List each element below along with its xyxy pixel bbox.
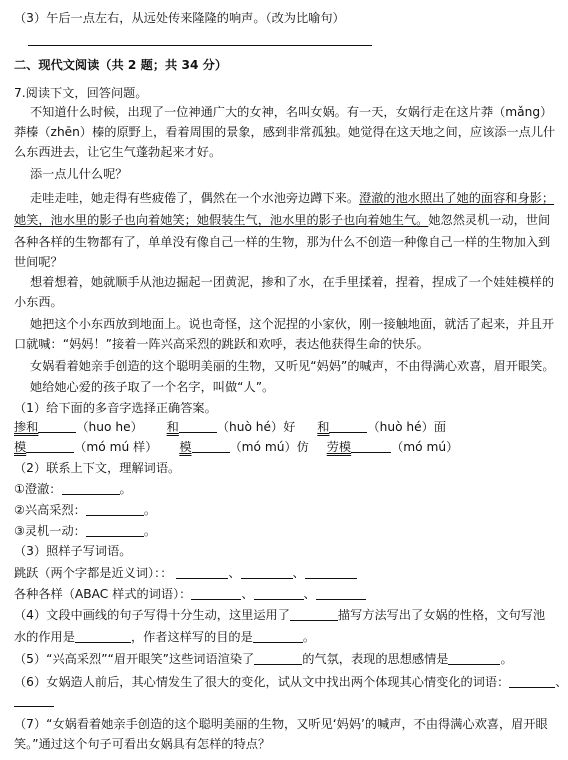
word-item (14, 502, 560, 518)
passage-line: 想着想着，她就顺手从池边掘起一团黄泥，掺和了水，在手里揉着，捏着，捏成了一个娃娃模样的 (30, 275, 555, 289)
pinyin-options: （mó mú）仿 (229, 440, 309, 454)
subquestion-7: （7）“女娲看着她亲手创造的这个聪明美丽的生物，又听见‘妈妈’的喊声，不由得满心欢喜，眉开眼 (14, 717, 548, 731)
answer-blank[interactable] (62, 482, 120, 495)
char: 模 (179, 440, 192, 454)
answer-blank[interactable] (192, 440, 230, 453)
punct: 。 (143, 524, 157, 538)
subquestion-4-cont (14, 629, 560, 645)
passage-line: 添一点儿什么呢？ (30, 167, 128, 181)
answer-blank[interactable] (254, 587, 304, 600)
answer-blank[interactable] (86, 524, 144, 537)
passage-line: 莽榛（zhēn）榛的原野上，看着周围的景象，感到非常孤独。她觉得在这天地之间，应该添一点儿什 (14, 125, 556, 139)
subquestion-1: （1）给下面的多音字选择正确答案。 (14, 401, 217, 415)
answer-blank[interactable] (191, 587, 241, 600)
answer-blank[interactable] (86, 503, 144, 516)
question-text: （4）文段中画线的句子写得十分生动，这里运用了 (14, 608, 290, 622)
answer-blank[interactable] (290, 608, 338, 621)
char: 和 (166, 420, 179, 434)
passage-text: 她忽然灵机一动，世间 (428, 213, 551, 227)
answer-blank[interactable] (75, 630, 131, 643)
char: 劳模 (326, 440, 352, 454)
polyphone-row (14, 439, 560, 455)
question-text: 描写方法写出了女娲的性格，文句写池 (337, 608, 546, 622)
answer-blank[interactable] (448, 652, 500, 665)
answer-blank[interactable] (176, 566, 228, 579)
question-text: 的气氛，表现的思想感情是 (302, 652, 449, 666)
answer-blank[interactable] (253, 630, 303, 643)
answer-blank[interactable] (26, 440, 74, 453)
punct: 。 (500, 652, 513, 666)
answer-blank[interactable] (38, 420, 76, 433)
pinyin-options: （mó mú） (391, 440, 459, 454)
char: 模 (14, 440, 27, 454)
underlined-sentence: 澄澈的池水照出了她的面容和身影； (359, 191, 555, 205)
passage-line: 不知道什么时候，出现了一位神通广大的女神，名叫女娲。有一天，女娲行走在这片莽（mǎng） (30, 105, 553, 119)
punct: 、 (555, 675, 568, 689)
word-item (14, 481, 560, 497)
answer-line-row (14, 693, 560, 709)
answer-blank[interactable] (14, 694, 54, 707)
answer-blank[interactable] (329, 420, 367, 433)
word-item (14, 586, 560, 602)
passage-line (14, 212, 560, 228)
char: 和 (317, 420, 330, 434)
answer-blank[interactable] (316, 587, 366, 600)
polyphone-row (14, 419, 560, 435)
word-label: ①澄澈： (14, 482, 62, 496)
subquestion-2: （2）联系上下文，理解词语。 (14, 461, 181, 475)
question-3-text: （3）午后一点左右，从远处传来隆隆的响声。（改为比喻句） (14, 11, 345, 25)
passage-line: 么东西进去，让它生气蓬勃起来才好。 (14, 145, 222, 159)
punct: 。 (143, 503, 157, 517)
punct: 、 (241, 587, 254, 601)
punct: 、 (228, 566, 241, 580)
punct: 、 (303, 587, 316, 601)
pinyin-options: （mó mú 样） (74, 440, 158, 454)
punct: 、 (292, 566, 305, 580)
passage-line: 世间呢？ (14, 255, 63, 269)
word-label: ③灵机一动： (14, 524, 86, 538)
answer-blank[interactable] (351, 440, 391, 453)
passage-line: 她给她心爱的孩子取了一个名字，叫做“人”。 (30, 380, 275, 394)
word-label: 各种各样（ABAC 样式的词语）： (14, 587, 192, 601)
question-text: （6）女娲造人前后，其心情发生了很大的变化，试从文中找出两个体现其心情变化的词语： (14, 675, 510, 689)
answer-blank[interactable] (509, 675, 555, 688)
answer-blank[interactable] (254, 652, 302, 665)
question-text: 水的作用是 (14, 630, 75, 644)
passage-line: 各种各样的生物都有了，单单没有像自己一样的生物，那为什么不创造一种像自己一样的生物加入到 (14, 235, 551, 249)
subquestion-4 (14, 607, 560, 623)
section-heading: 二、现代文阅读（共 2 题；共 34 分） (14, 58, 228, 72)
subquestion-7-cont: 笑。”通过这个句子可看出女娲具有怎样的特点？ (14, 737, 271, 751)
pinyin-options: （huò hé）好 (216, 420, 296, 434)
subquestion-6 (14, 674, 568, 690)
subquestion-5 (14, 651, 560, 667)
passage-line: 口就喊：“妈妈！”接着一阵兴高采烈的跳跃和欢呼，表达他获得生命的快乐。 (14, 337, 429, 351)
answer-line[interactable] (28, 45, 372, 46)
subquestion-3: （3）照样子写词语。 (14, 544, 132, 558)
passage-line (30, 190, 560, 206)
passage-line: 她把这个小东西放到地面上。说也奇怪，这个泥捏的小家伙，刚一接触地面，就活了起来，并且开 (30, 317, 555, 331)
question-text: ，作者这样写的目的是 (130, 630, 253, 644)
word-label: 跳跃（两个字都是近义词）：： (14, 566, 173, 580)
punct: 。 (302, 630, 315, 644)
answer-blank[interactable] (305, 566, 357, 579)
word-item (14, 565, 560, 581)
question-7-intro: 7.阅读下文，回答问题。 (14, 86, 148, 100)
char: 掺和 (14, 420, 39, 434)
passage-text: 走哇走哇，她走得有些疲倦了，偶然在一个水池旁边蹲下来。 (30, 191, 360, 205)
passage-line: 小东西。 (14, 295, 63, 309)
pinyin-options: （huò hé）面 (367, 420, 447, 434)
underlined-sentence: 她笑，池水里的影子也向着她笑；她假装生气，池水里的影子也向着她生气。 (14, 213, 429, 227)
word-label: ②兴高采烈： (14, 503, 86, 517)
pinyin-options: （huo he） (76, 420, 143, 434)
question-text: （5）“兴高采烈”“眉开眼笑”这些词语渲染了 (14, 652, 255, 666)
passage-line: 女娲看着她亲手创造的这个聪明美丽的生物，又听见“妈妈”的喊声，不由得满心欢喜，眉开眼笑。 (30, 359, 555, 373)
answer-blank[interactable] (241, 566, 293, 579)
word-item (14, 523, 560, 539)
answer-blank[interactable] (179, 420, 217, 433)
punct: 。 (119, 482, 132, 496)
